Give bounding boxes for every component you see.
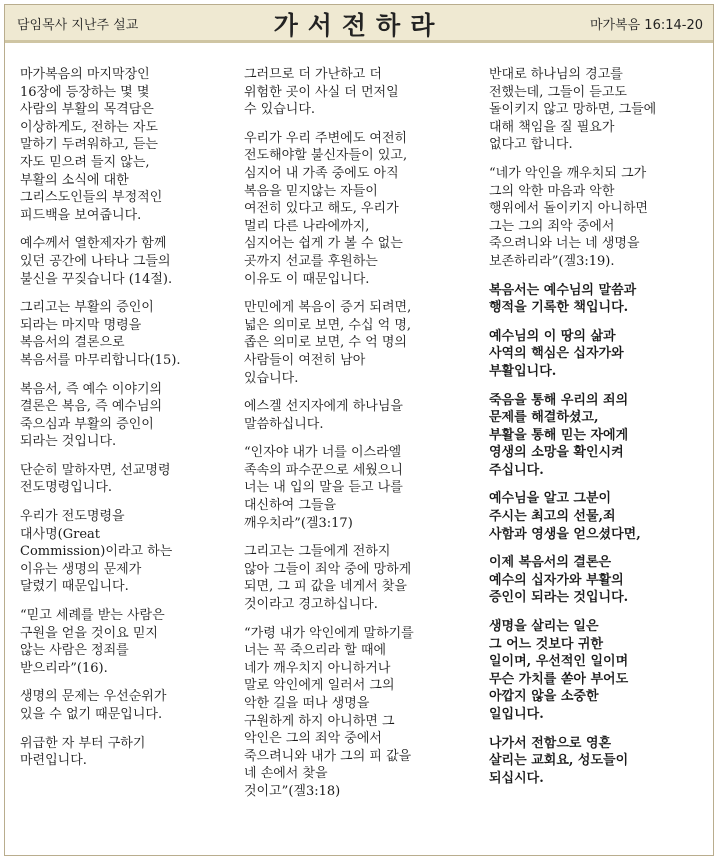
text-column-3 bbox=[489, 66, 707, 798]
paragraph: 이제 복음서의 결론은 예수의 십자가와 부활의 증인이 되라는 것입니다. bbox=[489, 555, 629, 606]
paragraph: “인자야 내가 너를 이스라엘 족속의 파수꾼으로 세웠으니 너는 내 입의 말을 듣고 나를 대신하여 그들을 깨우치라”(겔3:17) bbox=[244, 445, 403, 531]
paragraph: “믿고 세례를 받는 사람은 구원을 얻을 것이요 믿지 않는 사람은 정죄를 받으리라”(16). bbox=[20, 608, 165, 676]
paragraph: 나가서 전함으로 영혼 살리는 교회요, 성도들이 되십시다. bbox=[489, 735, 629, 786]
paragraph: 죽음을 통해 우리의 죄의 문제를 해결하셨고, 부활을 통해 믿는 자에게 영생의 소망을 확인시켜 주십니다. bbox=[489, 392, 629, 478]
paragraph: 우리가 전도명령을 대사명(Great Commission)이라고 하는 이유는 생명의 문제가 달렸기 때문입니다. bbox=[20, 509, 173, 595]
paragraph: 생명의 문제는 우선순위가 있을 수 없기 때문입니다. bbox=[20, 689, 167, 722]
text-column-1 bbox=[20, 66, 220, 781]
paragraph: 생명을 살리는 일은 그 어느 것보다 귀한 일이며, 우선적인 일이며 무슨 가치를 쏟아 부어도 아깝지 않을 소중한 일입니다. bbox=[489, 619, 629, 722]
paragraph: “네가 악인을 깨우치되 그가 그의 악한 마음과 악한 행위에서 돌이키지 아니하면 그는 그의 죄악 중에서 죽으려니와 너는 네 생명을 보존하리라”(겔3:19). bbox=[489, 165, 648, 269]
paragraph: 그리고는 부활의 증인이 되라는 마지막 명령을 복음서의 결론으로 복음서를 마무리합니다(15). bbox=[20, 300, 181, 368]
paragraph: 그러므로 더 가난하고 더 위험한 곳이 사실 더 먼저일 수 있습니다. bbox=[244, 67, 399, 118]
paragraph: 우리가 우리 주변에도 여전히 전도해야할 불신자들이 있고, 심지어 내 가족 중에도 아직 복음을 믿지않는 자들이 여전히 있다고 해도, 우리가 멀리 다른 나라에까지, 심지어는 쉽게 가 볼 수 없는 곳까지 선교를 후원하는 이유도 이 때문입니다. bbox=[244, 130, 408, 287]
paragraph: 예수님을 알고 그분이 주시는 최고의 선물,죄 사함과 영생을 얻으셨다면, bbox=[489, 491, 641, 542]
scripture-reference: 마가복음 16:14-20 bbox=[589, 18, 703, 33]
paragraph: “가령 내가 악인에게 말하기를 너는 꼭 죽으리라 할 때에 네가 깨우치지 아니하거나 말로 악인에게 일러서 그의 악한 길을 떠나 생명을 구원하게 하지 아니하면 그 악인은 그의 죄악 중에서 죽으려니와 내가 그의 피 값을 네 손에서 찾을 것이고”(겔3:18) bbox=[244, 625, 414, 799]
paragraph: 마가복음의 마지막장인 16장에 등장하는 몇 몇 사람의 부활의 목격담은 이상하게도, 전하는 자도 말하기 두려워하고, 듣는 자도 믿으려 들지 않는, 부활의 소식에 대한 그리스도인들의 부정적인 피드백을 보여줍니다. bbox=[20, 67, 163, 223]
section-label: 담임목사 지난주 설교 bbox=[17, 18, 139, 33]
text-column-2 bbox=[244, 66, 466, 812]
header-bar bbox=[5, 5, 713, 43]
paragraph: 에스겔 선지자에게 하나님을 말씀하십니다. bbox=[244, 399, 403, 432]
paragraph: 반대로 하나님의 경고를 전했는데, 그들이 듣고도 돌이키지 않고 망하면, 그들에 대해 책임을 질 필요가 없다고 합니다. bbox=[489, 67, 657, 153]
paragraph: 예수께서 열한제자가 함께 있던 공간에 나타나 그들의 불신을 꾸짖습니다 (14절). bbox=[20, 236, 173, 287]
sermon-title: 가서전하라 bbox=[273, 11, 445, 40]
paragraph: 예수님의 이 땅의 삶과 사역의 핵심은 십자가와 부활입니다. bbox=[489, 328, 624, 379]
paragraph: 위급한 자 부터 구하기 마련입니다. bbox=[20, 735, 146, 769]
paragraph: 단순히 말하자면, 선교명령 전도명령입니다. bbox=[20, 462, 171, 496]
paragraph: 그리고는 그들에게 전하지 않아 그들이 죄악 중에 망하게 되면, 그 피 값을 네게서 찾을 것이라고 경고하십니다. bbox=[244, 544, 412, 613]
paragraph: 복음서는 예수님의 말씀과 행적을 기록한 책입니다. bbox=[489, 282, 637, 316]
paragraph: 복음서, 즉 예수 이야기의 결론은 복음, 즉 예수님의 죽으심과 부활의 증인이 되라는 것입니다. bbox=[20, 381, 163, 450]
paragraph: 만민에게 복음이 증거 되려면, 넓은 의미로 보면, 수십 억 명, 좁은 의미로 보면, 수 억 명의 사람들이 여전히 남아 있습니다. bbox=[244, 300, 412, 386]
